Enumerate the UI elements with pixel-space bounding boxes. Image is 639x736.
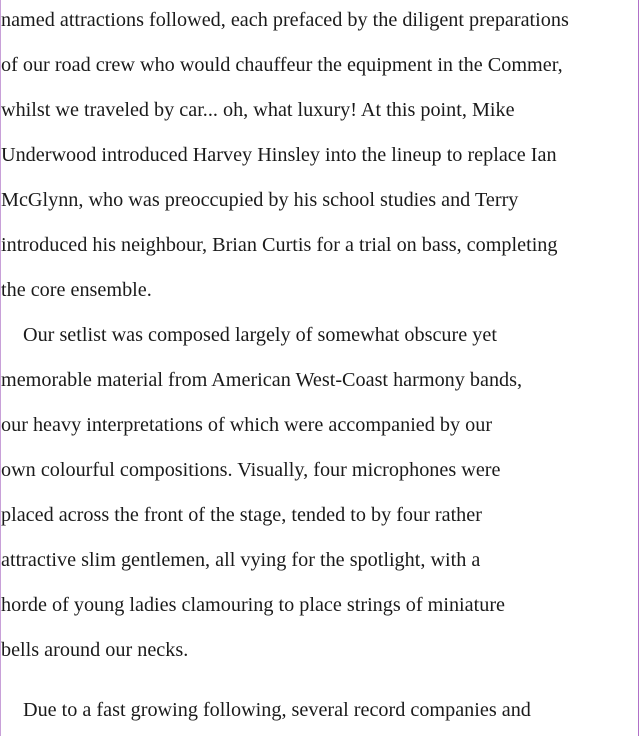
paragraph-first-line: Our setlist was composed largely of somewhat obscure yet (23, 324, 497, 346)
text-line: introduced his neighbour, Brian Curtis for a trial on bass, completing (1, 234, 558, 256)
text-line: the core ensemble. (1, 279, 152, 301)
text-line: own colourful compositions. Visually, four microphones were (1, 459, 501, 481)
text-line: Underwood introduced Harvey Hinsley into the lineup to replace Ian (1, 144, 557, 166)
text-line: horde of young ladies clamouring to place strings of miniature (1, 594, 505, 616)
paragraph-first-line: Due to a fast growing following, several record companies and (23, 699, 531, 721)
text-line: McGlynn, who was preoccupied by his school studies and Terry (1, 189, 519, 211)
text-line: of our road crew who would chauffeur the equipment in the Commer, (1, 54, 563, 76)
text-line: named attractions followed, each prefaced by the diligent preparations (1, 9, 569, 31)
text-line: memorable material from American West-Coast harmony bands, (1, 369, 523, 391)
text-line: placed across the front of the stage, tended to by four rather (1, 504, 482, 526)
text-line: whilst we traveled by car... oh, what luxury! At this point, Mike (1, 99, 515, 121)
text-line: bells around our necks. (1, 639, 189, 661)
text-line: attractive slim gentlemen, all vying for the spotlight, with a (1, 549, 481, 571)
text-line: our heavy interpretations of which were accompanied by our (1, 414, 493, 436)
